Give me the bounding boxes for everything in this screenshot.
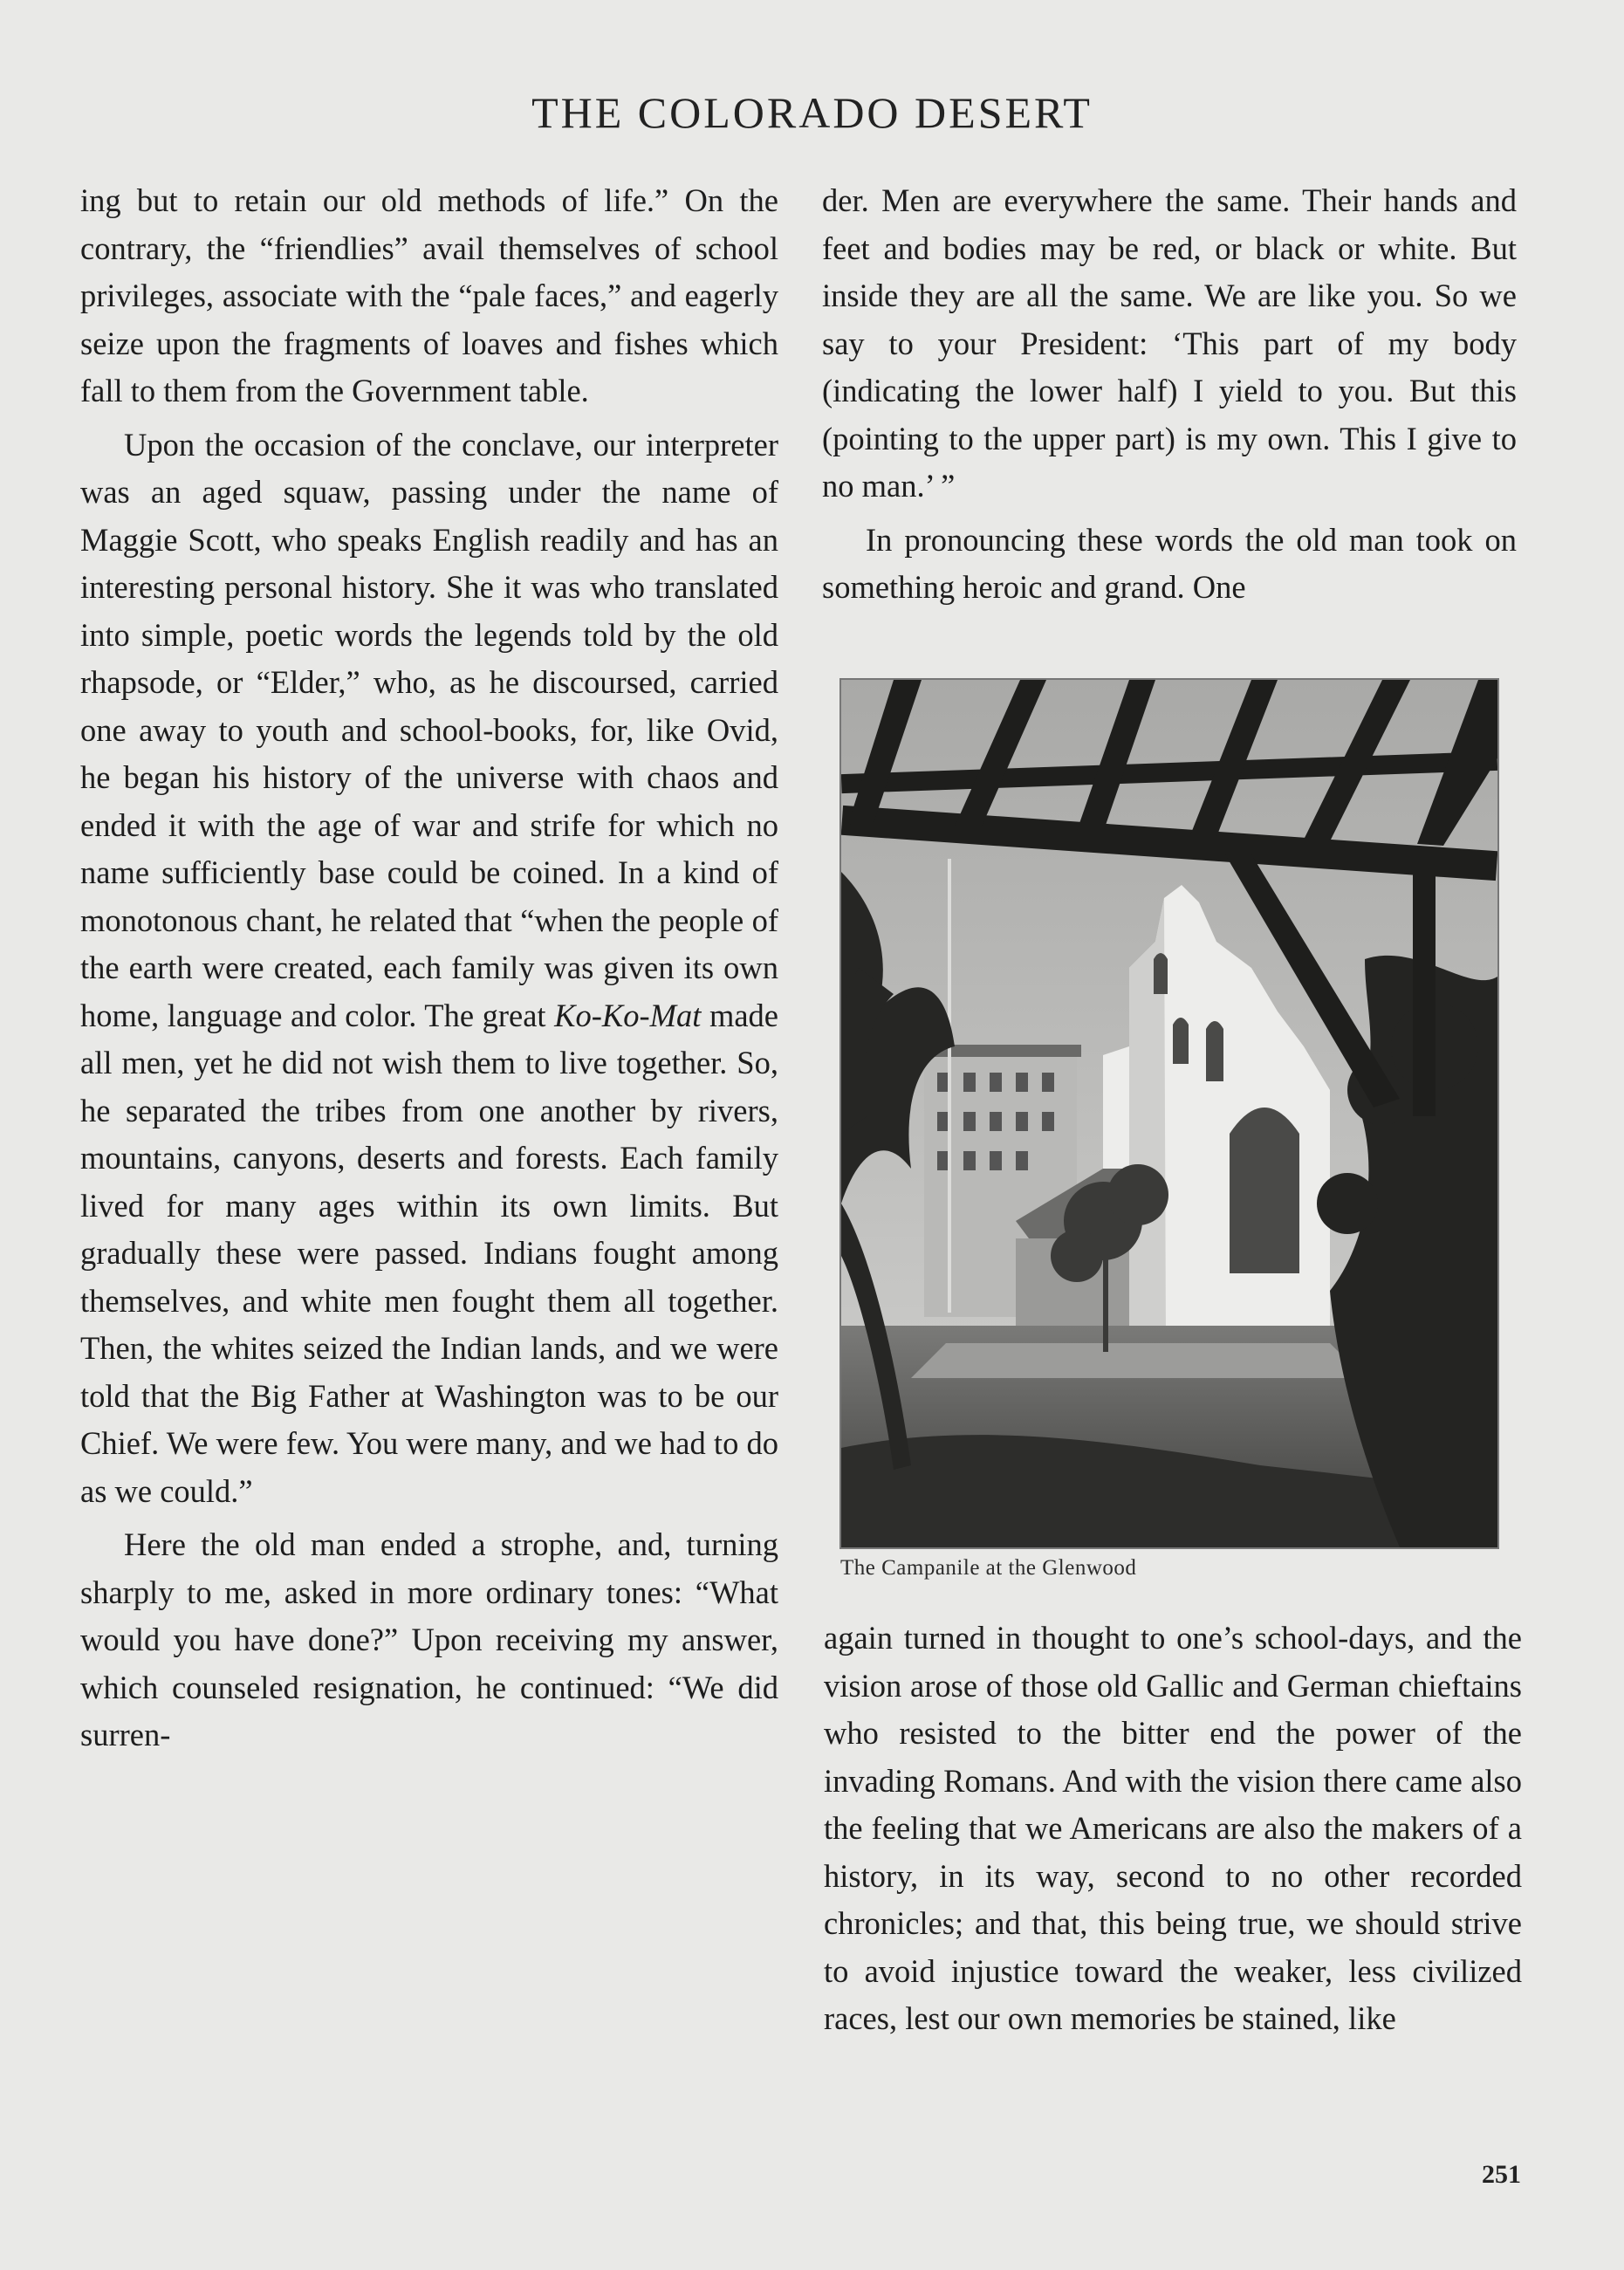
left-column: [80, 177, 778, 1759]
figure-caption: The Campanile at the Glenwood: [840, 1556, 1137, 1580]
paragraph: again turned in thought to one’s school-days, and the vision arose of those old Gallic and German chieftains who resisted to the bitter end the power of the invading Romans. And with the vision there came also the feeling that we Americans are also the makers of a history, in its way, second to no other recorded chronicles; and that, this being true, we should strive to avoid injustice toward the weaker, less civilized races, lest our own memories be stained, like: [824, 1620, 1522, 2036]
paragraph-text: made all men, yet he did not wish them to live together. So, he separated the tribes from one another by rivers, mountains, canyons, deserts and forests. Each family lived for many ages within its own limits. But gradually these were passed. Indians fought among themselves, and white men fought them all together. Then, the whites seized the Indian lands, and we were told that the Big Father at Washington was to be our Chief. We were few. You were many, and we had to do as we could.”: [80, 997, 778, 1509]
right-column-top: [822, 177, 1517, 612]
paragraph: [80, 422, 778, 1516]
italic-term: Ko-Ko-Mat: [554, 997, 702, 1033]
page-number: 251: [1482, 2160, 1521, 2189]
page-title: THE COLORADO DESERT: [531, 88, 1093, 137]
paragraph: ing but to retain our old methods of life.” On the contrary, the “friendlies” avail themselves of school privileges, associate with the “pale faces,” and eagerly seize upon the fragments of loaves and fishes which fall to them from the Government table.: [80, 182, 778, 408]
right-column-bottom: [824, 1615, 1522, 2043]
paragraph: der. Men are everywhere the same. Their hands and feet and bodies may be red, or black or white. But inside they are all the same. We are like you. So we say to your President: ‘This part of my body (indicating the lower half) I yield to you. But this (pointing to the upper part) is my own. This I give to no man.’ ”: [822, 182, 1517, 504]
paragraph-text: Upon the occasion of the conclave, our interpreter was an aged squaw, passing under the name of Maggie Scott, who speaks English readily and has an interesting personal history. She it was who translated into simple, poetic words the legends told by the old rhapsode, or “Elder,” who, as he discoursed, carried one away to youth and school-books, for, like Ovid, he began his history of the universe with chaos and ended it with the age of war and strife for which no name sufficiently base could be coined. In a kind of monotonous chant, he related that “when the people of the earth were created, each family was given its own home, language and color. The great: [80, 426, 778, 1033]
paragraph: In pronouncing these words the old man took on something heroic and grand. One: [822, 521, 1517, 605]
paragraph: Here the old man ended a strophe, and, turning sharply to me, asked in more ordinary tones: “What would you have done?” Upon receiving my answer, which counseled resignation, he continued: “We did surren-: [80, 1526, 778, 1752]
campanile-photo: [839, 678, 1499, 1549]
